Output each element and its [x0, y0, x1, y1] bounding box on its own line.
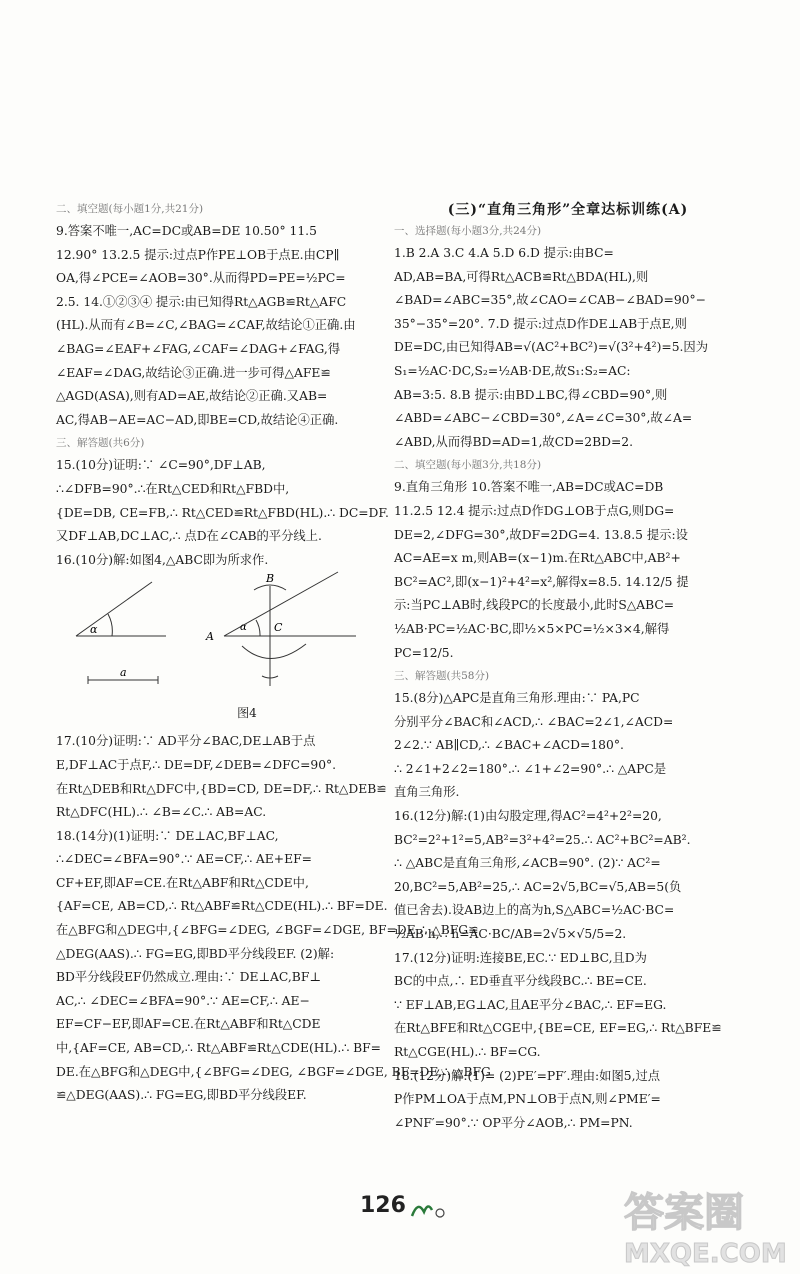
text-line: 在Rt△DEB和Rt△DFC中,{BD=CD, DE=DF,∴ Rt△DEB≌ — [56, 781, 387, 796]
text-line: 16.(12分)解:(1)由勾股定理,得AC²=4²+2²=20, — [394, 809, 662, 824]
text-line: 又DF⊥AB,DC⊥AC,∴ 点D在∠CAB的平分线上. — [56, 529, 322, 544]
text-line: 16.(10分)解:如图4,△ABC即为所求作. — [56, 552, 269, 567]
point-C-label: C — [274, 621, 283, 635]
figure-caption: 图4 — [237, 706, 257, 721]
text-line: AC=AE=x m,则AB=(x−1)m.在Rt△ABC中,AB²+ — [394, 551, 681, 566]
text-line: △AGD(ASA),则有AD=AE,故结论②正确.又AB= — [56, 389, 328, 404]
text-line: ∠ABD=∠ABC−∠CBD=30°,∠A=∠C=30°,故∠A= — [394, 411, 693, 426]
text-line: BC²=2²+1²=5,AB²=3²+4²=25.∴ AC²+BC²=AB². — [394, 832, 691, 847]
text-line: AC,得AB−AE=AC−AD,即BE=CD,故结论④正确. — [56, 412, 339, 427]
text-line: 11.2.5 12.4 提示:过点D作DG⊥OB于点G,则DG= — [394, 503, 675, 518]
text-line: S₁=½AC·DC,S₂=½AB·DE,故S₁:S₂=AC: — [394, 363, 631, 378]
right-column — [394, 200, 742, 1135]
text-line: DE.在△BFG和△DEG中,{∠BFG=∠DEG, ∠BGF=∠DGE, BF=DE,∴ △BFG — [56, 1064, 491, 1079]
text-line: ½AB·h,∴ h=AC·BC/AB=2√5×√5/5=2. — [394, 927, 627, 942]
text-line: 15.(10分)证明:∵ ∠C=90°,DF⊥AB, — [56, 458, 266, 473]
section-heading-solve-right: 三、解答题(共58分) — [394, 670, 490, 683]
text-line: ∠BAG=∠EAF+∠FAG,∠CAF=∠DAG+∠FAG,得 — [56, 341, 341, 356]
answers-9-14-right — [394, 476, 742, 665]
text-line: AB=3:5. 8.B 提示:由BD⊥BC,得∠CBD=90°,则 — [394, 387, 668, 402]
text-line: 18.(14分)(1)证明:∵ DE⊥AC,BF⊥AC, — [56, 828, 279, 843]
text-line: E,DF⊥AC于点F,∴ DE=DF,∠DEB=∠DFC=90°. — [56, 757, 337, 772]
text-line: 中,{AF=CE, AB=CD,∴ Rt△ABF≌Rt△CDE(HL).∴ BF= — [56, 1041, 381, 1056]
text-line: P作PM⊥OA于点M,PN⊥OB于点N,则∠PME′= — [394, 1092, 661, 1107]
watermark-text-cn: 答案圈 — [624, 1190, 744, 1236]
answers-9-14 — [56, 220, 398, 432]
watermark-logo-icon — [610, 1178, 790, 1268]
text-line: 在△BFG和△DEG中,{∠BFG=∠DEG, ∠BGF=∠DGE, BF=DE,∴ △BFG≌ — [56, 923, 479, 938]
text-line: ∴ 2∠1+2∠2=180°.∴ ∠1+∠2=90°.∴ △APC是 — [394, 761, 667, 776]
chapter-title: (三)“直角三角形”全章达标训练(A) — [447, 202, 689, 218]
text-line: 值已舍去).设AB边上的高为h,S△ABC=½AC·BC= — [394, 903, 675, 918]
publisher-logo-icon — [408, 1198, 448, 1224]
text-line: 20,BC²=5,AB²=25,∴ AC=2√5,BC=√5,AB=5(负 — [394, 879, 682, 894]
text-line: Rt△DFC(HL).∴ ∠B=∠C.∴ AB=AC. — [56, 805, 267, 820]
text-line: 1.B 2.A 3.C 4.A 5.D 6.D 提示:由BC= — [394, 246, 614, 260]
text-line: ∠EAF=∠DAG,故结论③正确.进一步可得△AFE≌ — [56, 365, 331, 380]
text-line: ∵ EF⊥AB,EG⊥AC,且AE平分∠BAC,∴ EF=EG. — [394, 997, 667, 1012]
text-line: ½AB·PC=½AC·BC,即½×5×PC=½×3×4,解得 — [394, 621, 670, 636]
text-line: 分别平分∠BAC和∠ACD,∴ ∠BAC=2∠1,∠ACD= — [394, 714, 674, 729]
segment-a-label: a — [120, 666, 127, 680]
text-line: 18.(12分)解:(1)= (2)PE′=PF′.理由:如图5,过点 — [394, 1068, 661, 1083]
text-line: 15.(8分)△APC是直角三角形.理由:∵ PA,PC — [394, 691, 640, 706]
text-line: {AF=CE, AB=CD,∴ Rt△ABF≌Rt△CDE(HL).∴ BF=DE. — [56, 899, 388, 914]
text-line: {DE=DB, CE=FB,∴ Rt△CED≌Rt△FBD(HL).∴ DC=DF. — [56, 505, 389, 520]
alpha-label-2: α — [240, 622, 247, 634]
text-line: EF=CF−EF,即AF=CE.在Rt△ABF和Rt△CDE — [56, 1017, 321, 1032]
text-line: DE=2,∠DFG=30°,故DF=2DG=4. 13.8.5 提示:设 — [394, 527, 688, 542]
text-line: 12.90° 13.2.5 提示:过点P作PE⊥OB于点E.由CP∥ — [56, 247, 340, 262]
alpha-label: α — [90, 623, 98, 637]
section-heading-choice: 一、选择题(每小题3分,共24分) — [394, 225, 542, 237]
point-A-label: A — [206, 630, 214, 644]
figure-4 — [56, 572, 398, 702]
text-line: CF+EF,即AF=CE.在Rt△ABF和Rt△CDE中, — [56, 875, 309, 890]
text-line: 9.答案不唯一,AC=DC或AB=DE 10.50° 11.5 — [56, 224, 317, 238]
text-line: 在Rt△BFE和Rt△CGE中,{BE=CE, EF=EG,∴ Rt△BFE≌ — [394, 1021, 722, 1036]
text-line: 17.(10分)证明:∵ AD平分∠BAC,DE⊥AB于点 — [56, 734, 316, 749]
construction-diagram — [56, 572, 398, 702]
text-line: 35°−35°=20°. 7.D 提示:过点D作DE⊥AB于点E,则 — [394, 316, 687, 331]
point-B-label: B — [266, 572, 275, 586]
text-line: ∴∠DFB=90°.∴在Rt△CED和Rt△FBD中, — [56, 481, 290, 496]
text-line: ≌△DEG(AAS).∴ FG=EG,即BD平分线段EF. — [56, 1088, 307, 1103]
text-line: PC=12/5. — [394, 645, 454, 660]
text-line: 17.(12分)证明:连接BE,EC.∵ ED⊥BC,且D为 — [394, 950, 647, 965]
text-line: 2∠2.∵ AB∥CD,∴ ∠BAC+∠ACD=180°. — [394, 738, 624, 753]
text-line: 直角三角形. — [394, 785, 460, 800]
text-line: △DEG(AAS).∴ FG=EG,即BD平分线段EF. (2)解: — [56, 946, 335, 961]
watermark-text-url: MXQE.COM — [624, 1239, 787, 1269]
text-line: (HL).从而有∠B=∠C,∠BAG=∠CAF,故结论①正确.由 — [56, 318, 356, 333]
text-line: OA,得∠PCE=∠AOB=30°.从而得PD=PE=½PC= — [56, 271, 346, 286]
section-heading-fill: 二、填空题(每小题1分,共21分) — [56, 203, 204, 215]
text-line: ∴ △ABC是直角三角形,∠ACB=90°. (2)∵ AC²= — [394, 856, 661, 871]
text-line: 9.直角三角形 10.答案不唯一,AB=DC或AC=DB — [394, 480, 664, 495]
text-line: BC的中点,∴ ED垂直平分线段BC.∴ BE=CE. — [394, 974, 647, 989]
text-line: ∠PNF′=90°.∵ OP平分∠AOB,∴ PM=PN. — [394, 1115, 633, 1130]
text-line: Rt△CGE(HL).∴ BF=CG. — [394, 1045, 541, 1059]
text-line: AC,∴ ∠DEC=∠BFA=90°.∵ AE=CF,∴ AE− — [56, 993, 310, 1008]
section-heading-fill-right: 二、填空题(每小题3分,共18分) — [394, 459, 542, 472]
text-line: BD平分线段EF仍然成立.理由:∵ DE⊥AC,BF⊥ — [56, 970, 321, 985]
watermark — [610, 1178, 790, 1268]
answers-1-8 — [394, 242, 742, 454]
text-line: 示:当PC⊥AB时,线段PC的长度最小,此时S△ABC= — [394, 598, 675, 613]
text-line: ∠ABD,从而得BD=AD=1,故CD=2BD=2. — [394, 434, 634, 449]
text-line: 2.5. 14.①②③④ 提示:由已知得Rt△AGB≌Rt△AFC — [56, 294, 347, 309]
page-number: 126 — [360, 1193, 406, 1218]
text-line: ∠BAD=∠ABC=35°,故∠CAO=∠CAB−∠BAD=90°− — [394, 293, 706, 308]
answers-15-16 — [56, 454, 398, 572]
section-heading-solve: 三、解答题(共6分) — [56, 437, 145, 450]
text-line: DE=DC,由已知得AB=√(AC²+BC²)=√(3²+4²)=5.因为 — [394, 340, 709, 355]
answers-15-18-right — [394, 687, 742, 1135]
text-line: AD,AB=BA,可得Rt△ACB≌Rt△BDA(HL),则 — [394, 269, 649, 284]
text-line: ∴∠DEC=∠BFA=90°.∵ AE=CF,∴ AE+EF= — [56, 852, 312, 867]
text-line: BC²=AC²,即(x−1)²+4²=x²,解得x=8.5. 14.12/5 提 — [394, 574, 689, 589]
